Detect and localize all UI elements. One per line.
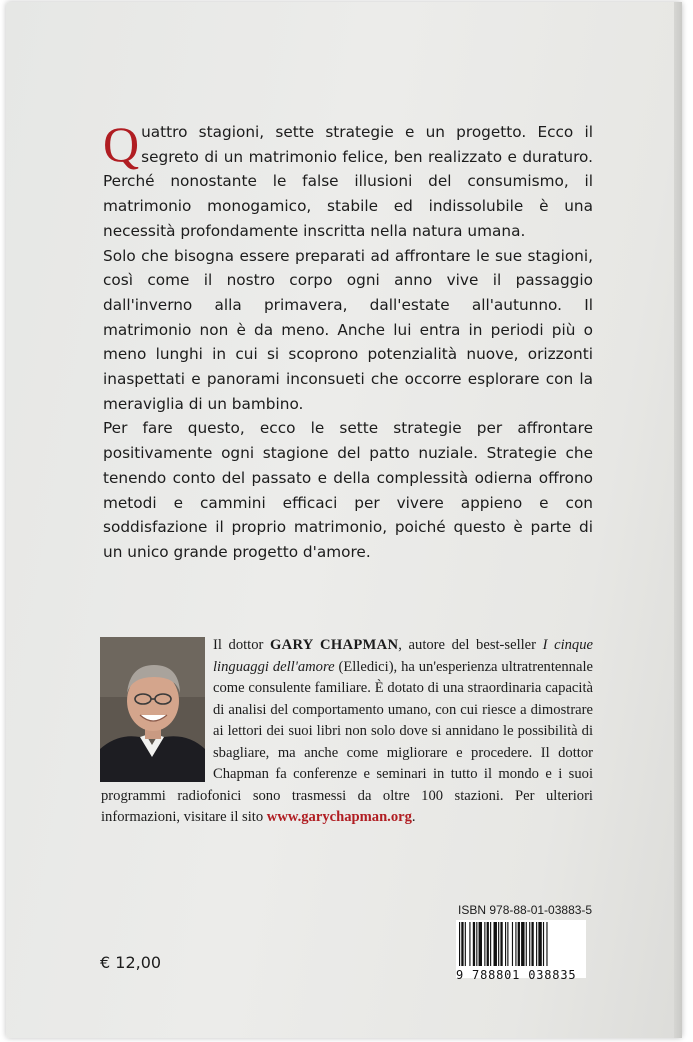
book-title: I cinque linguaggi dell'amore: [213, 637, 593, 675]
website-link[interactable]: www.garychapman.org: [266, 809, 412, 825]
photo-spacer: [101, 635, 213, 785]
bio-intro: Il dottor: [213, 637, 270, 653]
author-name: GARY CHAPMAN: [269, 637, 399, 653]
bio-end: .: [411, 809, 416, 825]
isbn-label: ISBN 978-88-01-03883-5: [458, 903, 593, 917]
blurb-first-words: uattro stagioni, sette strategie e un progetto. Ecco il segreto di un matrimonio felice, ben realizzato e duraturo. Perché nonostante le false illusioni del consumismo, il matrimonio monogamico, stabile ed indissolubile è una necessità profondamente inscritta nella natura umana.: [103, 123, 593, 240]
blurb-paragraph-2: Solo che bisogna essere preparati ad affrontare le sue stagioni, così come il nostro corpo ogni anno vive il passaggio dall'inverno alla primavera, dall'estate all'autunno. Il matrimonio non è da meno. Anche lui entra in periodi più o meno lunghi in cui si scoprono potenzialità nuove, orizzonti inaspettati e panorami inconsueti che occorre esplorare con la meraviglia di un bambino.: [103, 246, 593, 413]
blurb-paragraph-3: Per fare questo, ecco le sette strategie per affrontare positivamente ogni stagione del patto nuziale. Strategie che tenendo conto del passato e della complessità odierna offrono metodi e cammini efficaci per vivere appieno e con soddisfazione il proprio matrimonio, poiché questo è parte di un unico grande progetto d'amore.: [103, 419, 593, 561]
barcode-digits: 9 788801 038835: [456, 968, 577, 982]
author-bio: [101, 635, 593, 829]
bio-after-name: , autore del best-seller: [398, 637, 543, 653]
price-label: € 12,00: [100, 953, 162, 972]
blurb-paragraph-1: [103, 116, 593, 244]
blurb-text: [103, 116, 593, 565]
bio-body: (Elledici), ha un'esperienza ultratrentennale come consulente familiare. È dotato di una straordinaria capacità di analisi del comportamento umano, con cui riesce a dimostrare ai lettori dei suoi libri non solo dove si annidano le possibilità di sbagliare, ma anche come migliorare e procedere. Il dottor Chapman fa conferenze e seminari in tutto il mondo e i suoi programmi radiofonici sono trasmessi da oltre 100 stazioni. Per ulteriori informazioni, visitare il sito: [101, 658, 593, 825]
drop-cap: Q: [103, 116, 140, 172]
cover-edge: [674, 2, 682, 1038]
